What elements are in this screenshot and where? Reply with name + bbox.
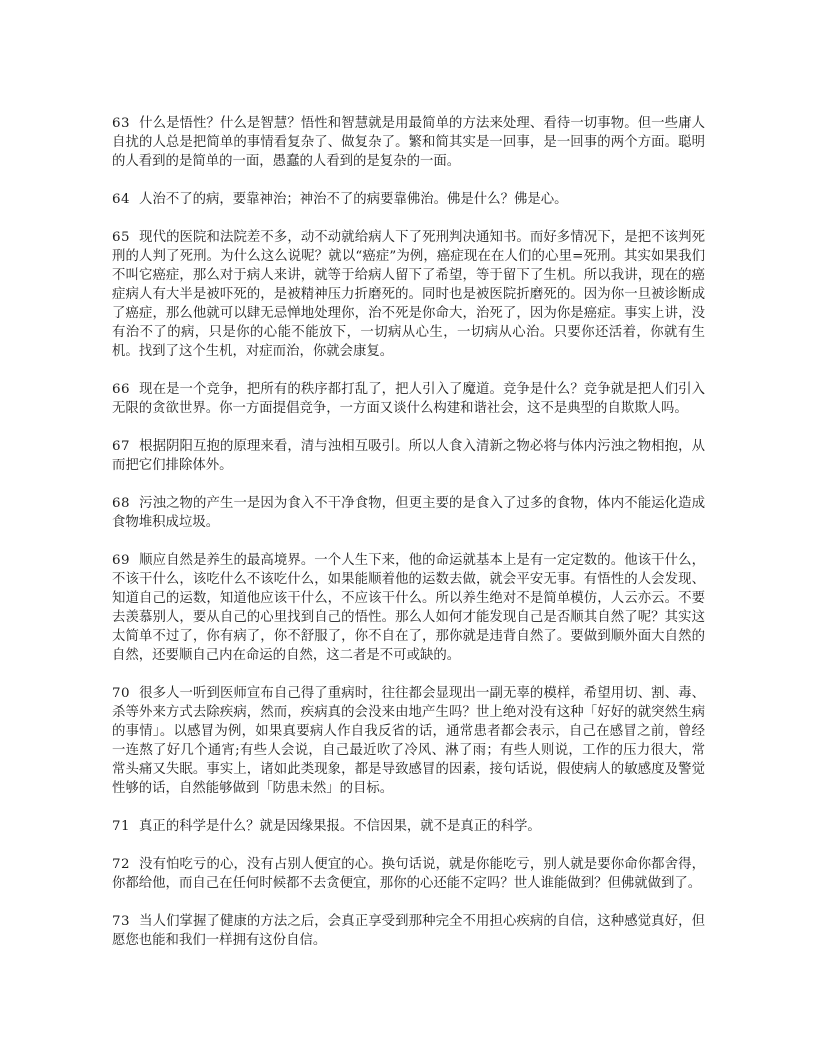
paragraph-text: 现代的医院和法院差不多，动不动就给病人下了死刑判决通知书。而好多情况下，是把不该判死刑的人判了死刑。为什么这么说呢？就以“癌症”为例，癌症现在在人们的心里=死刑。其实如果我们不叫它癌症，那么对于病人来讲，就等于给病人留下了希望，等于留下了生机。所以我讲，现在的癌症病人有大半是被吓死的，是被精神压力折磨死的。同时也是被医院折磨死的。因为你一旦被诊断成了癌症，那么他就可以肆无忌惮地处理你，治不死是你命大，治死了，因为你是癌症。事实上讲，没有治不了的病，只是你的心能不能放下，一切病从心生，一切病从心治。只要你还活着，你就有生机。找到了这个生机，对症而治，你就会康复。 (112, 230, 705, 359)
paragraph-number: 65 (112, 230, 131, 245)
paragraph-69 (112, 551, 705, 665)
paragraph-71 (112, 817, 705, 836)
paragraph-72 (112, 855, 705, 893)
paragraph-63 (112, 114, 705, 171)
paragraph-text: 根据阴阳互抱的原理来看，清与浊相互吸引。所以人食入清新之物必将与体内污浊之物相抱，从而把它们排除体外。 (112, 439, 705, 473)
paragraph-number: 70 (112, 686, 131, 701)
paragraph-number: 73 (112, 914, 131, 929)
paragraph-text: 污浊之物的产生一是因为食入不干净食物，但更主要的是食入了过多的食物，体内不能运化造成食物堆积成垃圾。 (112, 496, 705, 530)
paragraph-67 (112, 437, 705, 475)
paragraph-number: 64 (112, 192, 131, 207)
paragraph-number: 63 (112, 116, 131, 131)
paragraph-number: 72 (112, 857, 131, 872)
paragraph-number: 71 (112, 819, 131, 834)
paragraph-text: 什么是悟性？什么是智慧？悟性和智慧就是用最简单的方法来处理、看待一切事物。但一些庸人自扰的人总是把简单的事情看复杂了、做复杂了。繁和简其实是一回事，是一回事的两个方面。聪明的人看到的是简单的一面，愚蠢的人看到的是复杂的一面。 (112, 116, 705, 169)
paragraph-text: 现在是一个竞争，把所有的秩序都打乱了，把人引入了魔道。竞争是什么？竞争就是把人们引入无限的贪欲世界。你一方面提倡竞争，一方面又谈什么构建和谐社会，这不是典型的自欺欺人吗。 (112, 382, 705, 416)
paragraph-number: 67 (112, 439, 131, 454)
paragraph-text: 顺应自然是养生的最高境界。一个人生下来，他的命运就基本上是有一定定数的。他该干什么，不该干什么，该吃什么不该吃什么，如果能顺着他的运数去做，就会平安无事。有悟性的人会发现、知道自己的运数，知道他应该干什么，不应该干什么。所以养生绝对不是简单模仿，人云亦云。不要去羡慕别人，要从自己的心里找到自己的悟性。那么人如何才能发现自己是否顺其自然了呢？其实这太简单不过了，你有病了，你不舒服了，你不自在了，那你就是违背自然了。要做到顺外面大自然的自然，还要顺自己内在命运的自然，这二者是不可或缺的。 (112, 553, 705, 663)
paragraph-65 (112, 228, 705, 361)
paragraph-number: 69 (112, 553, 131, 568)
paragraph-73 (112, 912, 705, 950)
paragraph-66 (112, 380, 705, 418)
paragraph-number: 68 (112, 496, 131, 511)
paragraph-68 (112, 494, 705, 532)
paragraph-text: 当人们掌握了健康的方法之后，会真正享受到那种完全不用担心疾病的自信，这种感觉真好，但愿您也能和我们一样拥有这份自信。 (112, 914, 705, 948)
paragraph-number: 66 (112, 382, 131, 397)
paragraph-text: 真正的科学是什么？就是因缘果报。不信因果，就不是真正的科学。 (139, 819, 541, 834)
paragraph-text: 没有怕吃亏的心，没有占别人便宜的心。换句话说，就是你能吃亏，别人就是要你命你都舍得，你都给他，而自己在任何时候都不去贪便宜，那你的心还能不定吗？世人谁能做到？但佛就做到了。 (112, 857, 705, 891)
paragraph-64 (112, 190, 705, 209)
paragraph-text: 很多人一听到医师宣布自己得了重病时，往往都会显现出一副无辜的模样，希望用切、割、毒、杀等外来方式去除疾病，然而，疾病真的会没来由地产生吗？世上绝对没有这种「好好的就突然生病的事情」。以感冒为例，如果真要病人作自我反省的话，通常患者都会表示，自己在感冒之前，曾经一连熬了好几个通宵;有些人会说，自己最近吹了冷风、淋了雨；有些人则说，工作的压力很大，常常头痛又失眠。事实上，诸如此类现象，都是导致感冒的因素，接句话说，假使病人的敏感度及警觉性够的话，自然能够做到「防患未然」的目标。 (112, 686, 705, 796)
paragraph-70 (112, 684, 705, 798)
paragraph-text: 人治不了的病，要靠神治；神治不了的病要靠佛治。佛是什么？佛是心。 (139, 192, 568, 207)
